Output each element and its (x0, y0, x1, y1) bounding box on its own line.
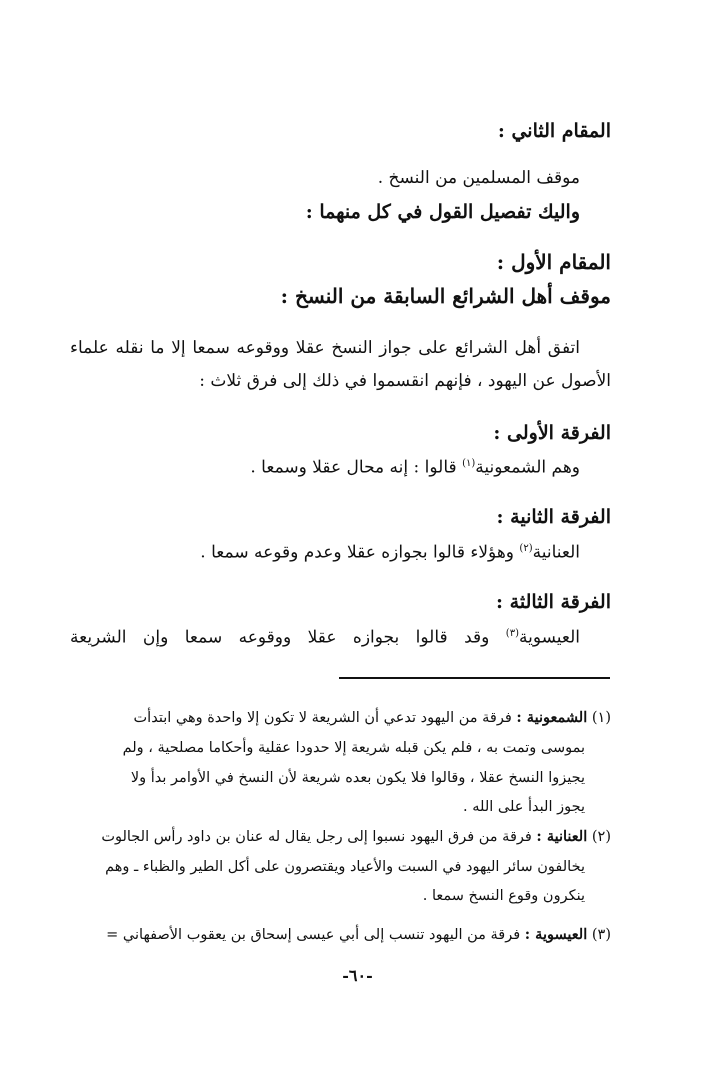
footnote-1-term: الشمعونية : (516, 709, 588, 726)
page-number: -٦٠- (342, 966, 373, 985)
footnote-ref-1[interactable]: (١) (462, 458, 476, 469)
sect3-text-a: العيسوية (518, 627, 580, 648)
paragraph-line-2: الأصول عن اليهود ، فإنهم انقسموا في ذلك إلى فرق ثلاث : (199, 371, 611, 391)
footnote-1-number: (١) (591, 710, 611, 726)
sect2-text-a: العنانية (532, 542, 580, 563)
footnote-1-line-1 (70, 711, 611, 726)
muslims-position-line: موقف المسلمين من النسخ . (377, 168, 580, 188)
sect2-heading: الفرقة الثانية : (496, 506, 611, 528)
footnote-1-line-4: يجوز البدأ على الله . (463, 799, 585, 815)
heading-previous-laws: موقف أهل الشرائع السابقة من النسخ : (280, 284, 611, 308)
sect1-heading: الفرقة الأولى : (493, 422, 611, 444)
sect2-text (70, 544, 580, 562)
heading-first-station: المقام الأول : (496, 250, 611, 274)
footnote-ref-3[interactable]: (٣) (505, 628, 519, 639)
footnote-separator (339, 677, 610, 679)
footnote-2-line-3: ينكرون وقوع النسخ سمعا . (422, 888, 585, 904)
footnote-ref-2[interactable]: (٢) (519, 543, 533, 554)
sect3-text-b: وقد قالوا بجوازه عقلا ووقوعه سمعا وإن الشريعة (70, 627, 506, 648)
footnote-2-line-2: يخالفون سائر اليهود في السبت والأعياد ويقتصرون على أكل الطير والظباء ـ وهم (105, 859, 585, 875)
paragraph-line-1: اتفق أهل الشرائع على جواز النسخ عقلا ووقوعه سمعا إلا ما نقله علماء (70, 338, 580, 358)
sect3-text (70, 629, 580, 647)
footnote-2-number: (٢) (591, 829, 611, 845)
footnote-3-line-1 (70, 928, 611, 943)
footnote-3-text-1: فرقة من اليهود تنسب إلى أبي عيسى إسحاق بن يعقوب الأصفهاني = (106, 927, 521, 943)
footnote-1-line-2: بموسى وتمت به ، فلم يكن قبله شريعة إلا حدودا عقلية وأحكاما مصلحية ، ولم (122, 740, 585, 756)
footnote-2-term: العنانية : (536, 828, 588, 845)
sect1-text-a: وهم الشمعونية (475, 457, 580, 478)
footnote-3-number: (٣) (591, 927, 611, 943)
sect2-text-b: وهؤلاء قالوا بجوازه عقلا وعدم وقوعه سمعا . (200, 542, 520, 563)
sect1-text (70, 459, 580, 477)
footnote-2-line-1 (70, 830, 611, 845)
sect3-heading: الفرقة الثالثة : (496, 591, 611, 613)
footnote-1-line-3: يجيزوا النسخ عقلا ، وقالوا فلا يكون بعده شريعة لأن النسخ في الأوامر بدأ ولا (130, 770, 585, 786)
heading-second-station: المقام الثاني : (497, 120, 611, 142)
footnote-3-term: العيسوية : (524, 926, 588, 943)
footnote-2-text-1: فرقة من فرق اليهود نسبوا إلى رجل يقال له عنان بن داود رأس الجالوت (101, 829, 532, 845)
footnote-1-text-1: فرقة من اليهود تدعي أن الشريعة لا تكون إلا واحدة وهي ابتدأت (133, 710, 512, 726)
details-intro-line: واليك تفصيل القول في كل منهما : (305, 201, 580, 223)
sect1-text-b: قالوا : إنه محال عقلا وسمعا . (250, 457, 463, 478)
